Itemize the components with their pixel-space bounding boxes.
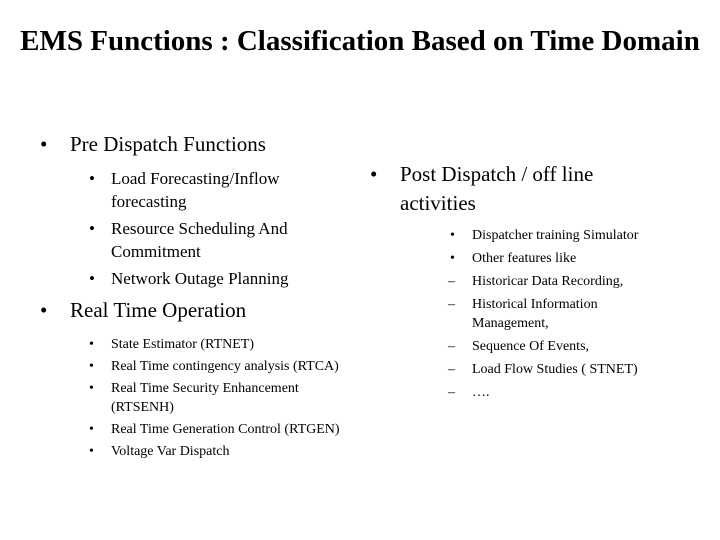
post-dispatch-item-text: Other features like [472, 251, 577, 266]
bullet-marker: • [89, 359, 94, 374]
right-column [370, 160, 670, 406]
pre-dispatch-item-text: Load Forecasting/Inflow forecasting [111, 169, 280, 211]
pre-dispatch-heading [40, 130, 350, 159]
post-dispatch-sub-item [370, 272, 670, 291]
post-dispatch-sub-item [370, 337, 670, 356]
real-time-item [40, 357, 350, 376]
real-time-item [40, 379, 350, 417]
bullet-marker: • [40, 298, 48, 322]
bullet-marker: • [89, 337, 94, 352]
post-dispatch-item [370, 226, 670, 245]
post-dispatch-sub-item-text: Historical Information Management, [472, 297, 598, 331]
post-dispatch-item-text: Dispatcher training Simulator [472, 228, 639, 243]
real-time-item-text: Voltage Var Dispatch [111, 444, 230, 459]
real-time-item-text: Real Time Generation Control (RTGEN) [111, 422, 340, 437]
post-dispatch-sub-item [370, 360, 670, 379]
pre-dispatch-item-text: Resource Scheduling And Commitment [111, 219, 288, 261]
dash-marker: – [448, 362, 455, 377]
real-time-item [40, 420, 350, 439]
bullet-marker: • [89, 169, 95, 188]
real-time-heading [40, 296, 350, 325]
dash-marker: – [448, 385, 455, 400]
real-time-item [40, 442, 350, 461]
bullet-marker: • [450, 251, 455, 266]
dash-marker: – [448, 274, 455, 289]
bullet-marker: • [450, 228, 455, 243]
slide-title: EMS Functions : Classification Based on Time Domain [20, 25, 700, 57]
bullet-marker: • [89, 422, 94, 437]
real-time-item [40, 335, 350, 354]
post-dispatch-item [370, 249, 670, 268]
post-dispatch-sub-item-text: Sequence Of Events, [472, 339, 590, 354]
dash-marker: – [448, 339, 455, 354]
bullet-marker: • [89, 269, 95, 288]
pre-dispatch-item [40, 167, 350, 213]
real-time-heading-text: Real Time Operation [70, 298, 247, 322]
bullet-marker: • [89, 381, 94, 396]
real-time-item-text: State Estimator (RTNET) [111, 337, 255, 352]
pre-dispatch-heading-text: Pre Dispatch Functions [70, 132, 266, 156]
post-dispatch-sub-item-text: …. [472, 385, 490, 400]
post-dispatch-sub-item-text: Load Flow Studies ( STNET) [472, 362, 638, 377]
post-dispatch-sub-item [370, 295, 670, 333]
post-dispatch-heading [370, 160, 670, 218]
pre-dispatch-item-text: Network Outage Planning [111, 269, 289, 288]
post-dispatch-heading-text: Post Dispatch / off line activities [400, 162, 594, 215]
bullet-marker: • [40, 132, 48, 156]
bullet-marker: • [89, 444, 94, 459]
real-time-item-text: Real Time contingency analysis (RTCA) [111, 359, 339, 374]
pre-dispatch-item [40, 217, 350, 263]
pre-dispatch-item [40, 267, 350, 290]
real-time-item-text: Real Time Security Enhancement (RTSENH) [111, 381, 299, 415]
bullet-marker: • [89, 219, 95, 238]
bullet-marker: • [370, 162, 378, 186]
left-column [40, 130, 350, 464]
post-dispatch-sub-item-text: Historicar Data Recording, [472, 274, 624, 289]
dash-marker: – [448, 297, 455, 312]
post-dispatch-sub-item [370, 383, 670, 402]
